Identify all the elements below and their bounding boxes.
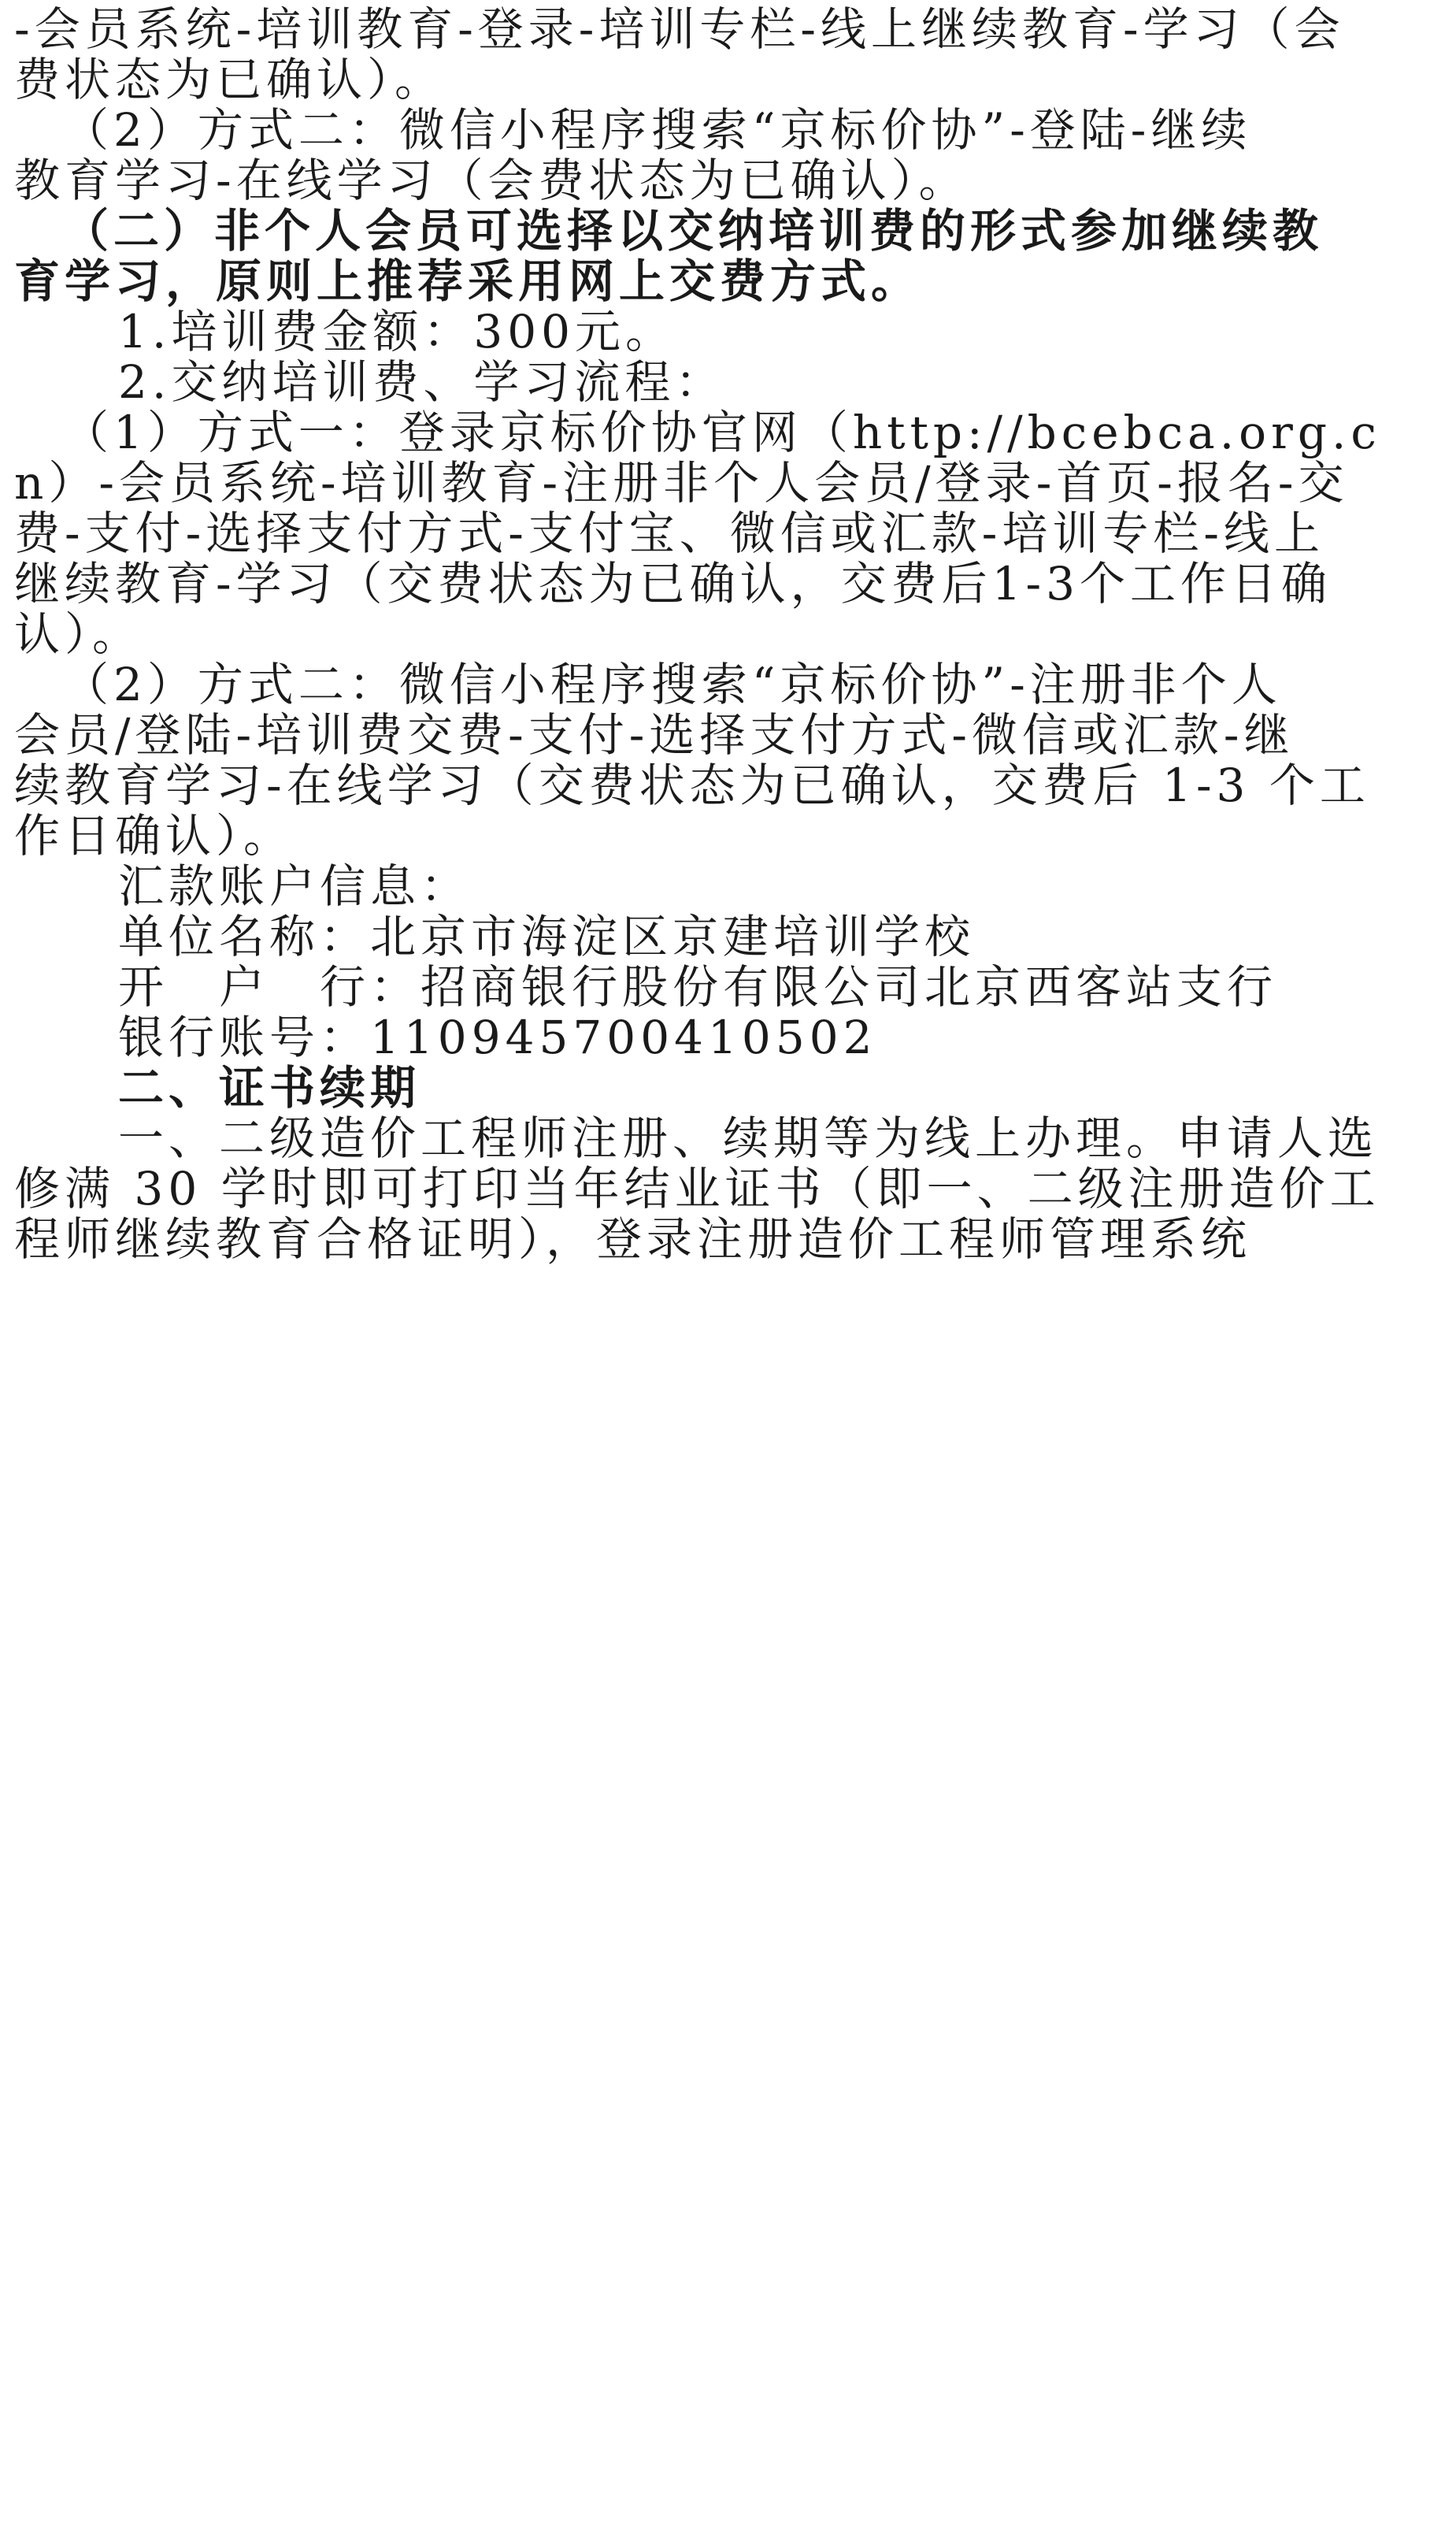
section-heading: 育学习，原则上推荐采用网上交费方式。 <box>14 254 922 308</box>
text-line: （1）方式一：登录京标价协官网（http://bcebca.org.c <box>63 406 1381 459</box>
text-line: 单位名称：北京市海淀区京建培训学校 <box>118 910 976 963</box>
text-line: 一、二级造价工程师注册、续期等为线上办理。申请人选 <box>118 1111 1379 1165</box>
text-line: 继续教育-学习（交费状态为已确认，交费后1-3个工作日确 <box>14 557 1332 610</box>
text-line: n）-会员系统-培训教育-注册非个人会员/登录-首页-报名-交 <box>14 456 1349 510</box>
text-line: （2）方式二：微信小程序搜索“京标价协”-注册非个人 <box>63 658 1282 711</box>
text-line: 程师继续教育合格证明），登录注册造价工程师管理系统 <box>14 1212 1252 1266</box>
text-line: 2.交纳培训费、学习流程： <box>118 355 726 409</box>
text-line: 教育学习-在线学习（会费状态为已确认）。 <box>14 154 969 207</box>
text-line: 开 户 行：招商银行股份有限公司北京西客站支行 <box>118 960 1278 1014</box>
text-line: 1.培训费金额：300元。 <box>118 305 676 358</box>
text-line: 费状态为已确认）。 <box>14 53 446 106</box>
section-heading: 二、证书续期 <box>118 1061 421 1115</box>
text-line: 汇款账户信息： <box>118 859 472 913</box>
text-line: 银行账号：110945700410502 <box>118 1011 877 1064</box>
text-line: 费-支付-选择支付方式-支付宝、微信或汇款-培训专栏-线上 <box>14 507 1324 560</box>
text-line: -会员系统-培训教育-登录-培训专栏-线上继续教育-学习（会 <box>14 2 1345 56</box>
section-heading: （二）非个人会员可选择以交纳培训费的形式参加继续教 <box>63 204 1324 258</box>
text-line: 认）。 <box>14 607 143 661</box>
text-line: 修满 30 学时即可打印当年结业证书（即一、二级注册造价工 <box>14 1162 1380 1215</box>
text-line: 会员/登陆-培训费交费-支付-选择支付方式-微信或汇款-继 <box>14 708 1295 762</box>
text-line: （2）方式二：微信小程序搜索“京标价协”-登陆-继续 <box>63 103 1252 157</box>
text-line: 续教育学习-在线学习（交费状态为已确认，交费后 1-3 个工 <box>14 759 1370 812</box>
text-line: 作日确认）。 <box>14 809 295 863</box>
